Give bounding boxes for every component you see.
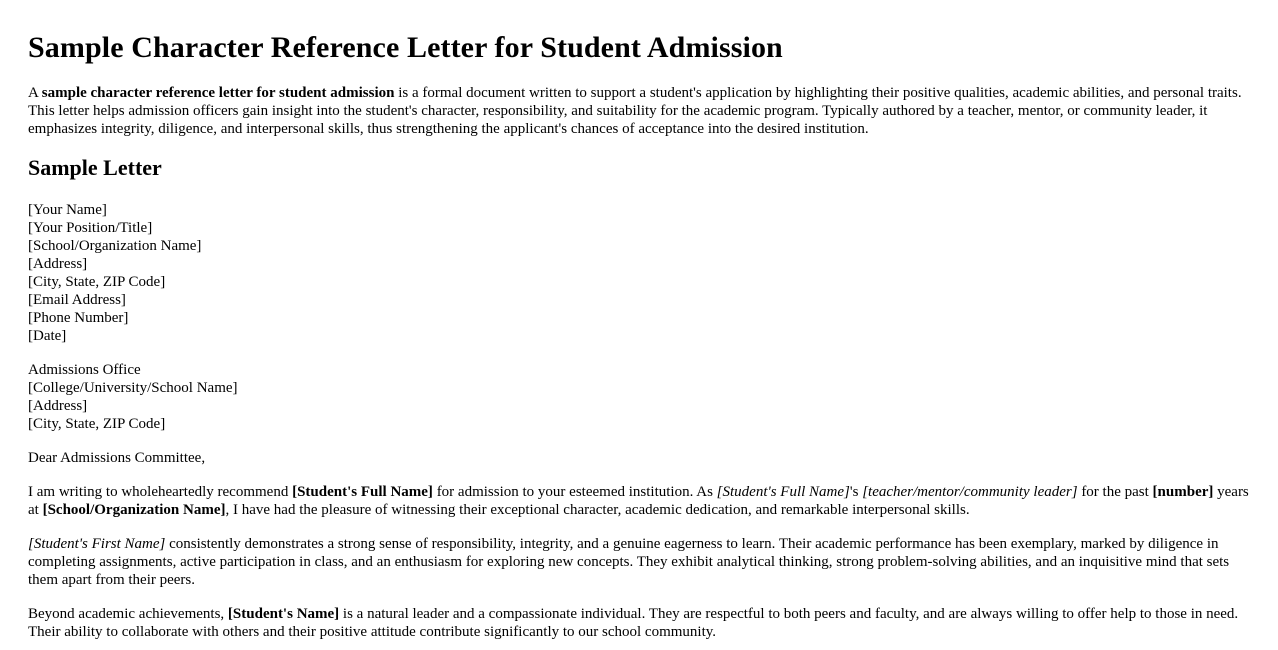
p1-text-2: for admission to your esteemed institution. As: [432, 484, 717, 500]
p1-text-1: I am writing to wholeheartedly recommend: [28, 484, 293, 500]
sender-city-state-zip: [City, State, ZIP Code]: [28, 274, 166, 290]
recipient-city-state-zip: [City, State, ZIP Code]: [28, 416, 166, 432]
intro-paragraph: [28, 84, 1256, 138]
p1-text-3: 's: [849, 484, 863, 500]
intro-bold-term: sample character reference letter for student admission: [41, 85, 395, 101]
sender-email: [Email Address]: [28, 292, 126, 308]
p1-text-6: , I have had the pleasure of witnessing their exceptional character, academic dedication, and remarkable interpersonal skills.: [225, 502, 970, 518]
sender-phone: [Phone Number]: [28, 310, 129, 326]
p3-text-2: is a natural leader and a compassionate individual. They are respectful to both peers and faculty, and are always willing to offer help to those in need. Their ability to collaborate with others and their positive attitude contribute significantly to our school community.: [28, 606, 1239, 640]
letter-paragraph-2: [28, 535, 1256, 589]
sender-organization: [School/Organization Name]: [28, 238, 202, 254]
p1-text-4: for the past: [1077, 484, 1153, 500]
p2-student-first-name: [Student's First Name]: [28, 536, 166, 552]
p1-student-full-name: [Student's Full Name]: [292, 484, 433, 500]
recipient-institution: [College/University/School Name]: [28, 380, 238, 396]
recipient-office: Admissions Office: [28, 362, 141, 378]
p1-role-placeholder: [teacher/mentor/community leader]: [862, 484, 1078, 500]
p1-student-full-name-italic: [Student's Full Name]: [716, 484, 850, 500]
sample-letter-heading: Sample Letter: [28, 155, 162, 180]
intro-rest: is a formal document written to support a student's application by highlighting their positive qualities, academic abilities, and personal traits. This letter helps admission officers gain insight into the student's character, responsibility, and suitability for the academic program. Typically authored by a teacher, mentor, or community leader, it emphasizes integrity, diligence, and interpersonal skills, thus strengthening the applicant's chances of acceptance into the desired institution.: [28, 85, 1242, 137]
p2-text-1: consistently demonstrates a strong sense of responsibility, integrity, and a genuine eagerness to learn. Their academic performance has been exemplary, marked by diligence in completing assignments, active participation in class, and an enthusiasm for exploring new concepts. They exhibit analytical thinking, strong problem-solving abilities, and an inquisitive mind that sets them apart from their peers.: [28, 536, 1230, 588]
p1-school-placeholder: [School/Organization Name]: [42, 502, 226, 518]
document-page: [28, 0, 1256, 641]
sender-address: [Address]: [28, 256, 88, 272]
sender-address-block: [28, 201, 1256, 345]
salutation: Dear Admissions Committee,: [28, 450, 206, 466]
intro-lead: A: [28, 85, 42, 101]
p3-student-name: [Student's Name]: [227, 606, 340, 622]
sender-name: [Your Name]: [28, 202, 107, 218]
sender-position: [Your Position/Title]: [28, 220, 153, 236]
recipient-address-block: [28, 361, 1256, 433]
p1-text-5: years at: [28, 484, 1249, 518]
p3-text-1: Beyond academic achievements,: [28, 606, 228, 622]
p1-number-placeholder: [number]: [1152, 484, 1214, 500]
page-title: Sample Character Reference Letter for Student Admission: [28, 31, 783, 64]
recipient-address: [Address]: [28, 398, 88, 414]
sender-date: [Date]: [28, 328, 67, 344]
letter-paragraph-3: [28, 605, 1256, 641]
letter-paragraph-1: [28, 483, 1256, 519]
